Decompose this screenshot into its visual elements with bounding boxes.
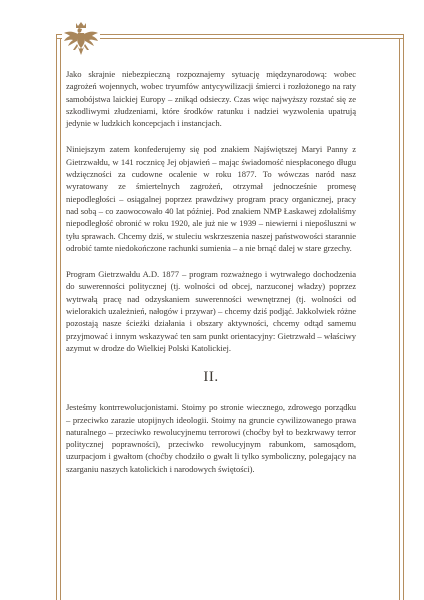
frame-left-outer-line [56, 34, 57, 600]
frame-left-inner-line [60, 38, 61, 600]
eagle-emblem-icon [62, 20, 100, 62]
section-heading: II. [203, 369, 219, 386]
paragraph: Program Gietrzwałdu A.D. 1877 – program rozważnego i wytrwałego dochodzenia do suwerenności politycznej (tj. wolności od obcej, narzuconej władzy) poprzez wytrwałą pracę nad odzyskaniem suwerenności wewnętrznej (tj. wolności od wielorakich uzależnień, nałogów i przywar) – chcemy dziś podjąć. Jakkolwiek różne pozostają nasze ścieżki działania i obszary aktywności, chcemy odtąd samemu przyjmować i innym wskazywać ten sam punkt orientacyjny: Gietrzwałd – właściwy azymut w drodze do Wielkiej Polski Katolickiej. [66, 269, 356, 353]
paragraph: Jesteśmy kontrrewolucjonistami. Stoimy po stronie wiecznego, zdrowego porządku – przeciwko zarazie utopijnych ideologii. Stoimy na gruncie cywilizowanego prawa naturalnego – przeciwko rewolucyjnemu terrorowi (choćby był to bezkrwawy terror politycznej poprawności), przeciwko rewolucyjnym rabunkom, samosądom, uzurpacjom i gwałtom (choćby chodziło o gwałt li tylko symboliczny, polegający na szarganiu naszych katolickich i narodowych świętości). [66, 402, 356, 474]
frame-top-inner-line [56, 38, 404, 39]
frame-right-outer-line [403, 34, 404, 600]
paragraph: Jako skrajnie niebezpieczną rozpoznajemy sytuację międzynarodową: wobec zagrożeń wojennych, wobec tryumfów antycywilizacji śmierci i rozłożonego na raty samobójstwa laickiej Europy – znikąd odsieczy. Czas więc najwyższy rozstać się ze szkodliwymi złudzeniami, które środków ratunku i nadziei wyzwolenia upatrują jedynie w ludzkich koncepcjach i instancjach. [66, 69, 356, 129]
paragraph: Niniejszym zatem konfederujemy się pod znakiem Najświętszej Maryi Panny z Gietrzwałdu, w 141 rocznicę Jej objawień – mając świadomość niespłaconego długu wdzięczności za cudowne ocalenie w roku 1877. To wówczas naród nasz wyratowany ze śmiertelnych zagrożeń, otrzymał jednocześnie promesę niepodległości – osiągalnej poprzez prawdziwy program pracy organicznej, pracy nad sobą – co zaowocowało 40 lat później. Pod znakiem NMP Łaskawej zdołaliśmy niepodległość obronić w roku 1920, ale już nie w 1939 – niewierni i niepośluszni w tyłu sprawach. Chcemy dziś, w stuleciu wskrzeszenia naszej państwowości starannie odrobić tamte niedokończone rachunki sumienia – a nie brnąć dalej w stare grzechy. [66, 144, 356, 253]
document-body [66, 68, 356, 489]
frame-right-inner-line [399, 38, 400, 600]
frame-top-outer-line [56, 34, 404, 35]
